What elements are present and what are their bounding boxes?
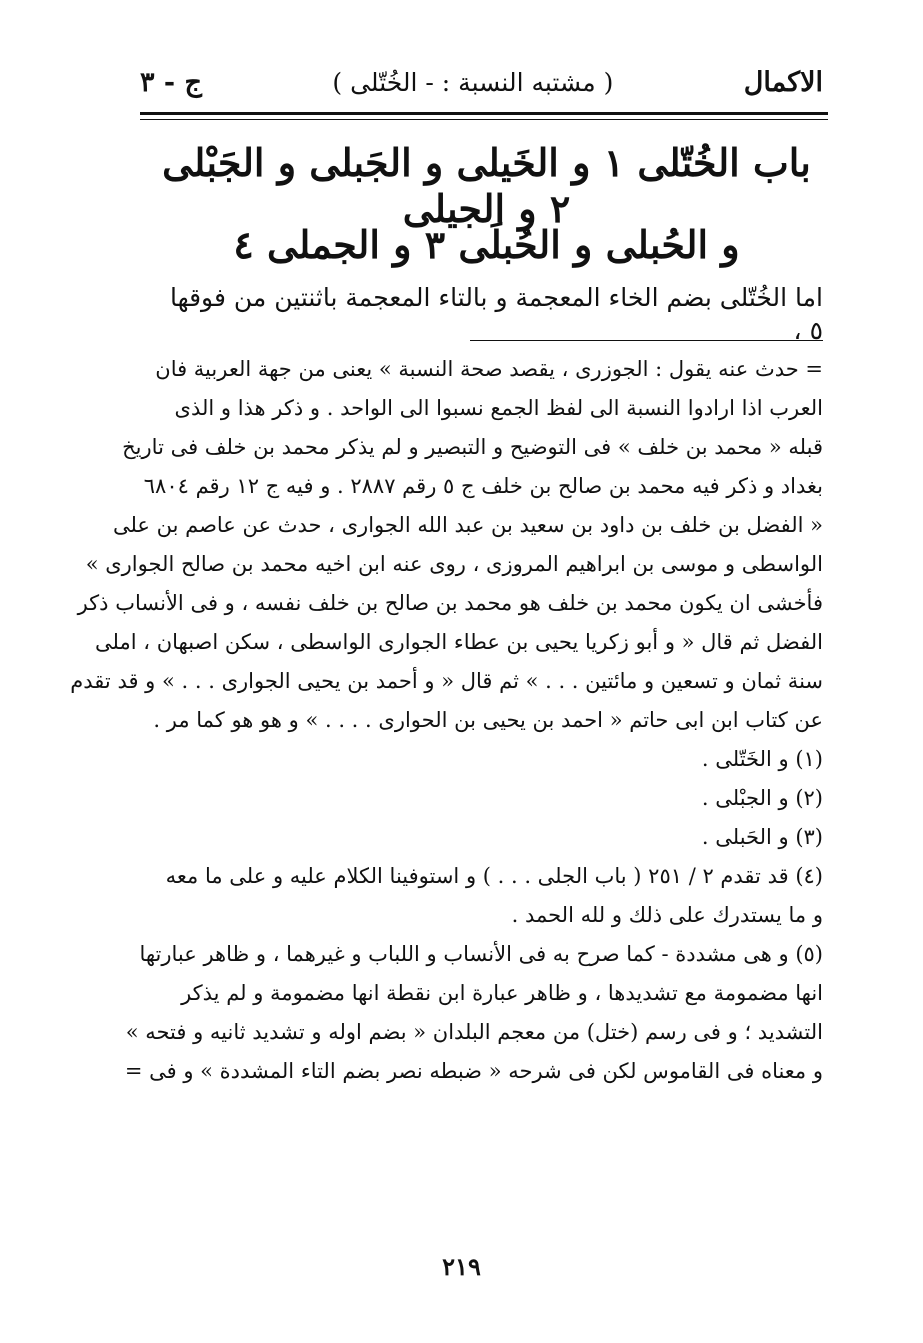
footnote-separator (470, 340, 823, 341)
footnote-line: (٥) و هى مشددة - كما صرح به فى الأنساب و اللباب و غيرهما ، و ظاهر عبارتها (139, 942, 823, 966)
footnote-line: (٣) و الحَبلى . (701, 825, 823, 849)
header-section-title: ( مشتبه النسبة : - الخُتّلى ) (332, 67, 614, 97)
footnote-line: قبله « محمد بن خلف » فى التوضيح و التبصير و لم يذكر محمد بن خلف فى تاريخ (122, 435, 823, 459)
header-volume: ج - ٣ (140, 66, 202, 98)
header-rule-thin (140, 119, 828, 120)
footnote-line: بغداد و ذكر فيه محمد بن صالح بن خلف ج ٥ رقم ٢٨٨٧ . و فيه ج ١٢ رقم ٦٨٠٤ (143, 474, 823, 498)
running-header (140, 58, 823, 106)
footnote-line: و معناه فى القاموس لكن فى شرحه « ضبطه نصر بضم التاء المشددة » و فى = (124, 1059, 823, 1083)
footnote-line: العرب اذا ارادوا النسبة الى لفظ الجمع نسبوا الى الواحد . و ذكر هذا و الذى (174, 396, 823, 420)
footnotes (70, 350, 823, 1091)
page-number: ٢١٩ (442, 1252, 481, 1281)
footnote-line: الواسطى و موسى بن ابراهيم المروزى ، روى عنه ابن اخيه محمد بن صالح الجوارى » (85, 552, 823, 576)
footnote-line: الفضل ثم قال « و أبو زكريا يحيى بن عطاء الجوارى الواسطى ، سكن اصبهان ، املى (95, 630, 823, 654)
main-text: اما الخُتّلى بضم الخاء المعجمة و بالتاء المعجمة باثنتين من فوقها ٥ ، (169, 283, 823, 345)
footnote-line: (١) و الخَتّلى . (701, 747, 823, 771)
footnote-line: التشديد ؛ و فى رسم (ختل) من معجم البلدان « بضم اوله و تشديد ثانيه و فتحه » (125, 1020, 823, 1044)
footnote-line: سنة ثمان و تسعين و مائتين . . . » ثم قال « و أحمد بن يحيى الجوارى . . . » و قد تقدم (70, 669, 823, 693)
footnote-line: (٢) و الجبْلى . (701, 786, 823, 810)
footnote-line: = حدث عنه يقول : الجوزرى ، يقصد صحة النسبة » يعنى من جهة العربية فان (155, 357, 823, 381)
header-rule-thick (140, 112, 828, 115)
footnote-line: و ما يستدرك على ذلك و لله الحمد . (511, 903, 823, 927)
footnote-line: عن كتاب ابن ابى حاتم « احمد بن يحيى بن الحوارى . . . . » و هو هو كما مر . (153, 708, 823, 732)
footnote-line: « الفضل بن خلف بن داود بن سعيد بن عبد الله الجوارى ، حدث عن عاصم بن على (112, 513, 823, 537)
chapter-title-line-2: و الحُبلى و الحُبلَى ۳ و الجملى ٤ (233, 222, 740, 267)
header-book-title: الاكمال (743, 66, 823, 98)
footnote-line: فأخشى ان يكون محمد بن خلف هو محمد بن صالح بن خلف نفسه ، و فى الأنساب ذكر (77, 591, 823, 615)
footnote-line: انها مضمومة مع تشديدها ، و ظاهر عبارة ابن نقطة انها مضمومة و لم يذكر (181, 981, 823, 1005)
chapter-title-line-1: باب الخُتّلى ۱ و الخَيلى و الجَبلى و الجَبْلى ۲ و الجيلى (162, 140, 811, 231)
footnote-line: (٤) قد تقدم ٢ / ٢٥١ ( باب الجلى . . . ) و استوفينا الكلام عليه و على ما معه (165, 864, 823, 888)
